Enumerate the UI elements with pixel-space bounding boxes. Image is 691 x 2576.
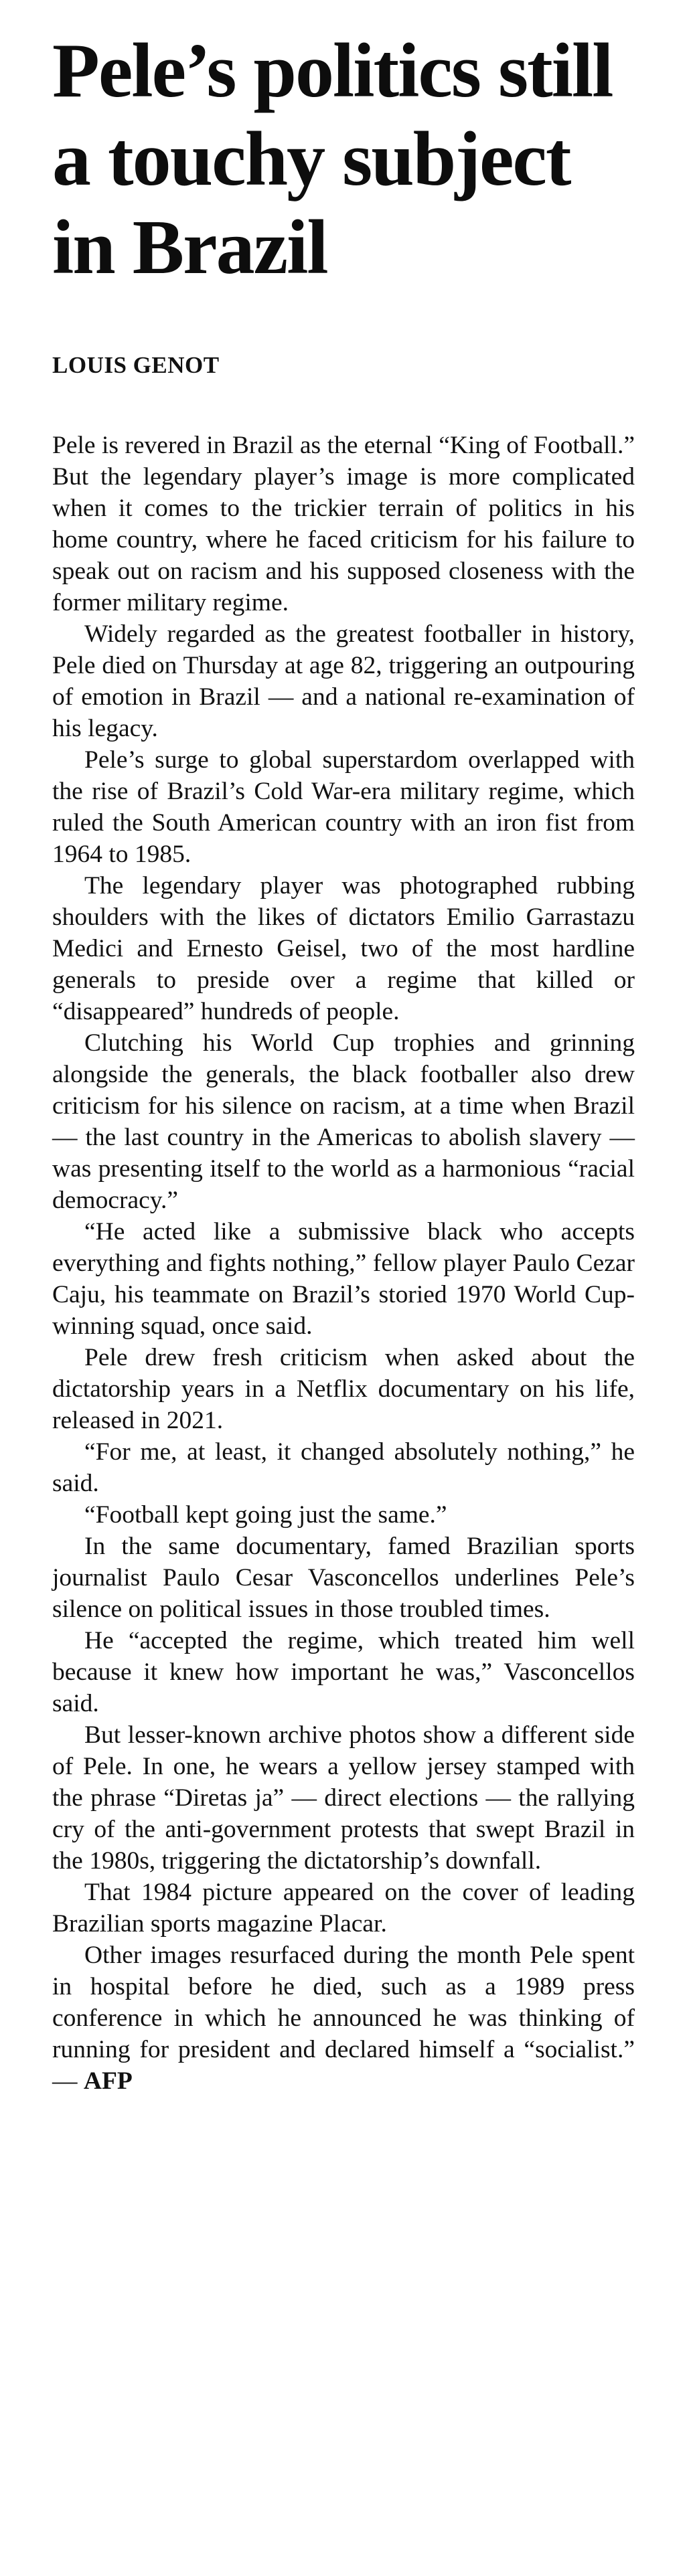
headline-line: Pele’s politics still xyxy=(52,28,613,114)
agency-credit: AFP xyxy=(83,2067,133,2095)
paragraph: “Football kept going just the same.” xyxy=(84,1501,447,1529)
paragraph: He “accepted the regime, which treated him well because it knew how important he was,” Vasconcellos said. xyxy=(52,1627,635,1717)
paragraph: “For me, at least, it changed absolutely nothing,” he said. xyxy=(52,1438,635,1497)
paragraph: Pele’s surge to global superstardom overlapped with the rise of Brazil’s Cold War-era military regime, which ruled the South American country with an iron fist from 1964 to 1985. xyxy=(52,746,635,868)
paragraph: Clutching his World Cup trophies and grinning alongside the generals, the black footballer also drew criticism for his silence on racism, at a time when Brazil — the last country in the Americas to abolish slavery — was presenting itself to the world as a harmonious “racial democracy.” xyxy=(52,1029,635,1214)
paragraph-text: Other images resurfaced during the month Pele spent in hospital before he died, such as a 1989 press conference in which he announced he was thinking of running for president and declared himself a “socialist.” — xyxy=(52,1942,635,2095)
paragraph: Pele drew fresh criticism when asked about the dictatorship years in a Netflix documentary on his life, released in 2021. xyxy=(52,1344,635,1434)
paragraph: In the same documentary, famed Brazilian sports journalist Paulo Cesar Vasconcellos underlines Pele’s silence on political issues in those troubled times. xyxy=(52,1533,635,1623)
paragraph: That 1984 picture appeared on the cover of leading Brazilian sports magazine Placar. xyxy=(52,1879,635,1938)
article-body xyxy=(52,430,635,2097)
paragraph: Widely regarded as the greatest footballer in history, Pele died on Thursday at age 82, triggering an outpouring of emotion in Brazil — and a national re-examination of his legacy. xyxy=(52,620,635,742)
headline-line: a touchy subject xyxy=(52,116,570,202)
paragraph: The legendary player was photographed rubbing shoulders with the likes of dictators Emilio Garrastazu Medici and Ernesto Geisel, two of the most hardline generals to preside over a regime that killed or “disappeared” hundreds of people. xyxy=(52,872,635,1025)
headline-line: in Brazil xyxy=(52,205,327,290)
paragraph: But lesser-known archive photos show a different side of Pele. In one, he wears a yellow jersey stamped with the phrase “Diretas ja” — direct elections — the rallying cry of the anti-government protests that swept Brazil in the 1980s, triggering the dictatorship’s downfall. xyxy=(52,1721,635,1875)
paragraph: “He acted like a submissive black who accepts everything and fights nothing,” fellow player Paulo Cezar Caju, his teammate on Brazil’s storied 1970 World Cup-winning squad, once said. xyxy=(52,1218,635,1340)
headline xyxy=(52,27,635,292)
final-paragraph xyxy=(52,1940,635,2097)
paragraph: Pele is revered in Brazil as the eternal “King of Football.” But the legendary player’s image is more complicated when it comes to the trickier terrain of politics in his home country, where he faced criticism for his failure to speak out on racism and his supposed closeness with the former military regime. xyxy=(52,432,635,616)
byline: LOUIS GENOT xyxy=(52,352,220,378)
